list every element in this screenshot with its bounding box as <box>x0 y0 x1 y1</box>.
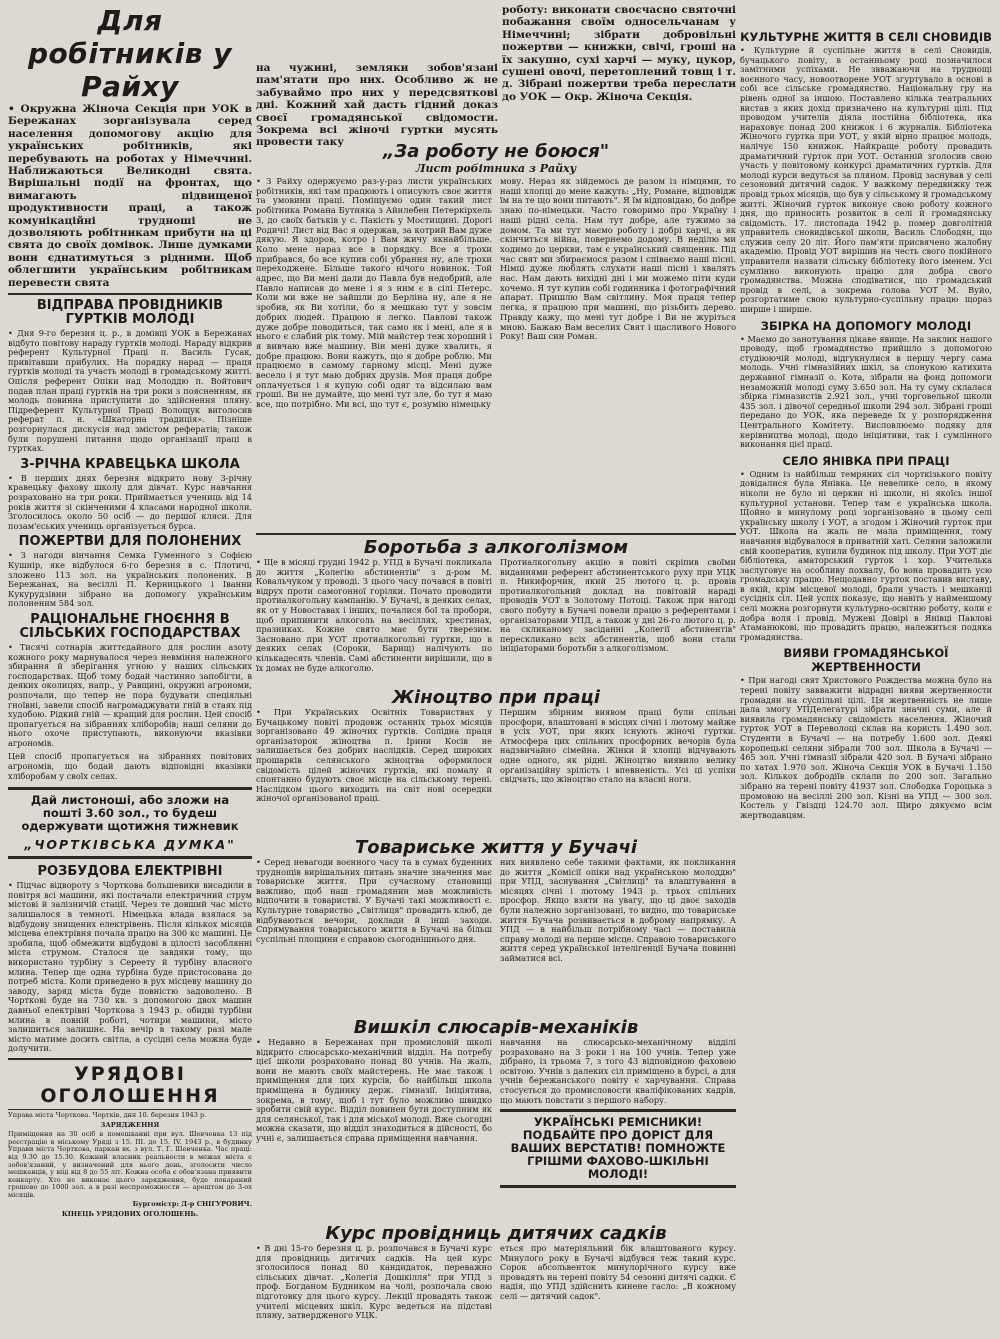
mechanics-article <box>256 1018 736 1188</box>
letter-article <box>256 142 736 414</box>
main-article-intro: • Окружна Жіноча Секція при УОК в Бережанах зорганізувала серед населення допомогову акцію для українських робітників, які перебувають на роботах у Німеччині. Наближаються Великодні свята. Вирішальні події на фронтах, що вимагають підвищеної продуктивности праці, а також комунікаційні трудноші не дозволяють робітникам прибути на ці свята до своїх домівок. Лише думками вони єднатимуться з рідними. Щоб облегшити українським робітникам перевести свята <box>8 103 252 289</box>
article-title: ВИЯВИ ГРОМАДЯНСЬКОЇ ЖЕРТВЕННОСТИ <box>783 646 949 675</box>
article-body: • Підчас відвороту з Чорткова большевики висадили в повітря всі машини, які постачали електричний струм містові й залізничій стації. Через те довший час місто залишалося в темноті. Німецька влада взялася за відбудову знищених електрівень. Після кількох місяців місцева електрівня почала працю на 300 кс машині. Це зробила, щоб обмежити відбудові в цілості засоблянні міста струмом. Сталося це завдяки тому, що використано турбіну з Сереету й турбіну власного млина. Тепер ще одна турбіна буде пристосована до потреб міста. Коли приведено в рух місцеву машину до заводу, заряд міста буде повністю задоволено. В Чорткові буде на 730 кв. з допомогою двох машин давньої електрівні Чорткова з 1943 р. обидві турбіни млина в повній роботі, чотири машини, місто залишиться залишнє. На вечір в такому разі мале місто матиме досить світла, а сусідні села можна буде долучити. <box>8 880 252 1054</box>
article-title: 3-РІЧНА КРАВЕЦЬКА ШКОЛА <box>20 456 240 472</box>
official-notices-title: УРЯДОВІ ОГОЛОШЕННЯ <box>40 1062 220 1107</box>
craftsmen-appeal: УКРАЇНСЬКІ РЕМІСНИКИ! ПОДБАЙТЕ ПРО ДОРІСТ ДЛЯ ВАШИХ ВЕРСТАТІВ! ПОМНОЖТЕ ГРІШМИ ФАХОВО-ШКІЛЬНІ МОЛОДІ! <box>500 1109 736 1188</box>
article-title: КУЛЬТУРНЕ ЖИТТЯ В СЕЛІ СНОВИДІВ <box>740 30 992 44</box>
divider <box>256 533 736 535</box>
official-meta: Управа міста Чорткова. Чортків, дня 10. березня 1943 р. <box>8 1110 207 1119</box>
divider <box>8 1058 252 1060</box>
official-body: Приміщення на 30 осіб в помешканні при вул. Шевченка 13 під реєстрацію в міському Уряді з 15. III. до 15. IV. 1943 р., в будинку Управи міста Чорткова, паркан вх. з вул. Т. Г. Шевченка. Час праці: від 9.30 до 15.30. Кожний власник реальности в межах міста є зобов'язаний, у визначений для нього день, зголосити число мешканців, у віці від 8 до 55 літ. Кожна особа є обов'язана приявити кенкарту. Хто не виконає цього зарядження, буде покараний грошово до 1000 зол. а в разі неспроможности — арештом до 3-ох місяців. <box>8 1130 252 1199</box>
article-body: Протиалкогольну акцію в повіті скріпив своїми виданнями референт абстинентського руху при УЦК п. Никифорчин, який 25 лютого ц. р. провів протиалкогольний доклад на повітовій нараді проводів УОТ в Золотому Потоці. Також при нагоді свого побуту в Бучачі повели працю з референтами і організаторами УПД, а також у дні 26-го лютого ц. р. на скликаному засіданні „Колегії абстинентів" перескликано всіх абстинентів, щоб вони стали ініціаторами боротьби з алкоголізмом. <box>500 557 736 654</box>
article-title: Боротьба з алкоголізмом <box>363 537 629 558</box>
article-title: Вишкіл слюсарів-механіків <box>353 1017 639 1038</box>
official-notices <box>8 1058 252 1219</box>
subscription-text: Дай листоноші, або зложи на пошті 3.60 зол., то будеш одержувати щотижня тижневик <box>21 793 239 834</box>
main-article-title: Для робітників у Райху <box>28 4 232 103</box>
article-body: еться про матеріяльний бік влаштованого курсу. Минулого року в Бучачі відбувся теж такий курс. Сорок абсольвенток минулорічного курсу вже провадять на терені повіту 54 сезонні дитячі садки. Є надія, що УПД здійснить кинене гасло: „В кожному селі — дитячий садок". <box>500 1243 736 1301</box>
article-body: • Культурне й суспільне життя в селі Сновидів, бучацького повіту, в останньому році позначилося замітними успіхами. Не звважаючи на труднощі воєнного часу, новоотворене УОТ згуртувало в основі в собі все сільське громадянство. Національну гру на рівень одної за іншою. Поставлено кілька театральних вистав з яких дохід призначено на культурні цілі. Під проводом учителів діяла постійна бібліотека, яка нараховує понад 200 книжок і 6 журналів. Бібліотека Жіночого гуртка при УОТ, у якій вірно працює молодь, налічує 150 книжок. Найкраще роботу провадить драматичний гурток при УОТ. Останній зголосив свою участь у повітовому конкурсі драматичних гуртків. Для молоді курси ведуться за пляном. Провід заснував у селі сезоновий дитячий садок. У важкому передвижку теж провід трьох місяців, що був у сільському й громадському житті. Жіночий гурток виконує свою роботу кожного дня, що приносить розвиток в селі й громадянську свідомість. 17. листопада 1942 р. помер довголітній управитель сновидівської школи, Василь Слободян, що служив селу 20 літ. Його пам'яти присвячено жалобну академію. Провід УОТ вирішив на честь свого покійного управителя назвати сільську бібліотеку його іменем. Усі сумлінно виконують працю для добра свого громадянства. Можна сподіватися, що громадський провід в селі, а зокрема голова УОТ М. Вуйо, розгортатиме свою культурно-суспільну працю щораз ширше і ширше. <box>740 45 992 315</box>
article-title: СЕЛО ЯНІВКА ПРИ ПРАЦІ <box>782 453 950 468</box>
article-title: ЗБІРКА НА ДОПОМОГУ МОЛОДІ <box>760 318 972 333</box>
official-end: КІНЕЦЬ УРЯДОВИХ ОГОЛОШЕНЬ. <box>61 1210 199 1219</box>
article-body: • При нагоді свят Христового Рождества можна було на терені повіту завважити відрадні вияви жертвенности громадян на суспільні цілі. Ця жертвенність не лише дала змогу УПДелегатурі зібрати значні суми, але й виявила громадянську свідомість населення. Жіночий гурток УОТ в Переволоці склав на користь 1.490 зол. Студенти в Бучачі — на потребу 1.600 зол. Деякі коропецькі селяни зібрали 700 зол. Школа в Бучачі — 465 зол. Учні гімназії зібрали 420 зол. В Бучачі зібрано по хатах 1.970 зол. Жіноча Секція УОК в Бучачі 1.150 зол. Кількох добродіїв склали по 200 зол. Загально зібрано на терені повіту 41937 зол. Слободка Гороцька з промовою на весіллі 200 зол. Кізні на УПД — 300 зол. Костель у Гвіздці 124.70 зол. Щиро дякуємо всім жертводавцям. <box>740 675 992 820</box>
article-body: • Дня 9-го березня ц. р., в домівці УОК в Бережанах відбуто повітову нараду гуртків молоді. Нараду відкрив референт Культурної Праці п. Василь Гусак, привітавши прибулих. На порядку нарад — праця гуртків молоді та участь молоді в громадському житті. Опісля референт Опіки над Молоддю п. Войтович подав план праці гуртків на три роки з поясненням, як молодь повинна приступити до здійснення пляну. Підреферент Культурної Праці Волощук виголосив реферат п. н. «Шкаторна традиція». Пізніше розгорнулася дискусія над змістом рефератів; також були порушені питання щодо організації праці в гуртках. <box>8 328 252 454</box>
kindergarten-article <box>256 1224 736 1325</box>
article-body: • З нагоди вінчання Семка Гуменного з Софією Кушнір, яке відбулося 6-го березня в с. Плотичі, зложено 113 зол. на українських полонених. В Бережанах, на весіллі П. Керницького і Іванни Кукурудзівни зібрано на допомогу українським полоненим 584 зол. <box>8 550 252 609</box>
official-subtitle: ЗАРЯДЖЕННЯ <box>100 1120 160 1129</box>
article-body: • В дні 15-го березня ц. р. розпочався в Бучачі курс для провідниць дитячих садків. На цей курс зголосилося понад 80 кандидаток, переважно сільських дівчат. „Колегія Дошкілля" при УПД з проф. Богданом Будником на чолі, розпочала свою підготовку для цього курсу. Лекції провадять також учителі місцевих шкіл. Курс ведеться на підставі пляну, затвердженого УЦК. <box>256 1243 492 1321</box>
article-body: них виявлено себе такими фактами, як покликання до життя „Комісії опіки над українською молоддю" при УПД, заснування „Світлиці" та влаштування в місяцях січні і лютому 1943 р. трьох спільних просфор. Якщо взяти на увагу, що ці двоє заходів були належно зорганізовані, то видно, що товариське життя Бучача розвивається в доброму напрямку. А УПД — в найбільш потрібному часі — поставила справу молоді на перше місце. Справою товариського життя серед української інтелігенції Бучача повинні займатися всі. <box>500 857 736 963</box>
divider <box>8 293 252 295</box>
article-subtitle: Лист робітника з Райху <box>415 162 577 175</box>
main-article-continuation: на чужині, земляки зобов'язані пам'ятати про них. Особливо ж не забуваймо про них у передсвяткові дні. Кожний хай дасть гідний доказ своєї громадянської свідомости. Зокрема всі жіночі гуртки мусять провести таку <box>256 62 498 149</box>
article-title: „За роботу не боюся" <box>382 141 610 162</box>
article-title: РАЦІОНАЛЬНЕ ГНОЄННЯ В СІЛЬСЬКИХ ГОСПОДАРСТВАХ <box>19 611 241 641</box>
article-body: • Тисячі сотнарів життєдайного для рослин азоту кожного року марнувалося через невміння належного збирання й зберігання угною у наших сільських господарствах. Щоб тому бодай частинно запобігти, в деяких околицях, напр., у Равщині, окружні агрономи, розпочали, що тепер не пора будувати спеціяльні гноївні, завели спосіб нагромаджувати гній в стаях під худобою. Рідкий гній — кращий для рослин. Цей спосіб пропагується на зібраннях хліборобів; наші селяни до нього охоче приступають, виконуючи вказівки агрономів. <box>8 641 252 748</box>
column-2-top <box>256 62 498 153</box>
article-body: • Маємо до занотування цікаве явище. На заклик нашого проводу, щоб громадянство прийшло з допомогою студіюючій молоді, відгукнулися в першу чергу сама молодь. Учні гімназійних шкіл, за спонукою катихита державної гімназії о. Кота, зібрали на фонд допомоги незаможній молоді суму 3.650 зол. На ту суму склалася збірка гімназистів 2.921 зол., учні торговельної школи 435 зол. і дівочої середньої школи 294 зол. Зібрані гроші передано до УОК, яка переведе їх у розпорядження Центрального Комітету. Висловлюємо подяку для керівництва молоді, щодо ініціятиви, так і сумлінного виконання цієї праці. <box>740 333 992 450</box>
social-life-article <box>256 838 736 968</box>
article-body: • В перших днях березня відкрито нову 3-річну кравецьку фахову школу для дівчат. Курс навчання розраховано на три роки. Приймається учениць від 14 років життя зі скінченими 4 класами народної школи. Зголосилось около 50 осіб — до першої кляси. Для позам'єських учениць організується бурса. <box>8 472 252 531</box>
article-title: Жіноцтво при праці <box>392 687 600 708</box>
article-body: Першим збірним виявом праці були спільні просфори, влаштовані в місцях січні і лютому майже в усіх УОТ, при яких існують жіночі гуртки. Атмосфера цих спільних просфорних вечорів була надзвичайно сімейна. Жінки й хлопці відчувають одне одного, як рідні. Жіноцтво виявило велику організаційну зрілість і впевненість. Усі ці успіхи свідчать, що жіноцтво стало на власні ноги. <box>500 707 736 785</box>
article-title: Товариське життя у Бучачі <box>354 837 638 858</box>
divider <box>8 1109 252 1110</box>
article-body: • Одним із найбільш темряних сіл чорткізького повіту довідалися була Янівка. Це невелике село, в якому ніколи не було ні церкви ні школи, ні якоїсь іншої культурної установи. Тепер там є українська школа. Щойно в минулому році зорганізовано в цьому селі українську школу і УОТ, а згодом і Жіночий гурток при УОТ. Школа на жаль не мала приміщення, тому навчання відбувалося в приватній хаті. Селяни заложили свій кооператив, купили будинок під школу. При УОТ діє бібліотека, аматорський гурток і хор. Учителька заслуговує на особливу похвалу, бо вона провадить усю громадську працю. Нещодавно гурток поставив виставу, в якій, крім місцевої молоді, брали участь і мешканці сусідніх сіл. Цей успіх показує, що навіть у найменшому селі можна розгорнути культурно-освітню роботу, коли є добра воля і провід. Мужеві Довірі в Янівці Павлові Атаманюкові, що провадить працю, належиться подяка громадянства. <box>740 468 992 642</box>
gazette-name: „ЧОРТКІВСЬКА ДУМКА" <box>24 837 236 853</box>
article-body: Цей спосіб пропагується на зібраннях повітових агрономів, що бодай дають відповідні вказівки хліборобам у своїх селах. <box>8 751 252 781</box>
article-body: • Недавно в Бережанах при промисловій школі відкрито слюсарсько-механічний відділ. На потребу цієї школи розраховано понад 80 учнів. На жаль, вони не мають своїх майстерень. Не має також і приміщення для цих курсів, бо найбільш школа приміщена в будинку держ. гімназії. Ініціятива, зокрема, в тому, щоб і тут було можливо швидко зробити свій курс. Відділ повинен бути доступним як для селянської, так і для міської молоді. Вже сьогодні можна сказати, що відділ знаходиться в дійсності, бо учні є, залишається справа приміщення навчання. <box>256 1037 492 1143</box>
main-article-ending: роботу: виконати своєчасно святочні побажання своїм односельчанам у Німеччині; зібрати добровільні пожертви — книжки, свічі, гроші на їх закупно, сухі харчі — муку, цукор, сушені овочі, перетоплений товщ і т. д. Зібрані пожертви треба переслати до УОК — Окр. Жіноча Секція. <box>502 4 736 103</box>
article-body: мову. Нераз як зійдемось де разом із німцями, то наші хлопці до мене кажуть: „Ну, Романе, відповідж їм на те що вони питають". Я їм відповідаю, бо добре знаю по-німецьки. Часто говоримо про Україну і наші рідні села. Нам тут добре, але тужимо за домом. Та ми тут маємо роботу і добрі харчі, а як скінчиться війна, повернемо додому. В неділю ми ходимо до церкви, там є український священик. Під час свят ми збираємося разом і співаємо наші пісні. Німці дуже люблять слухати наші пісні і хвалять нас. Нам дають вихідні дні і ми можемо піти куди хочемо. Я тут купив собі годинника і фотографічний апарат. Пришлю Вам світлину. Моя праця тепер легка, я працюю при машині, що різьбить дерево. Правду кажу, що мені тут добре і Ви не журіться мною. Бажаю Вам веселих Свят і щасливого Нового Року! Ваш син Роман. <box>500 176 736 342</box>
article-body: • Серед невагоди воєнного часу та в сумах буденних труднощів вирішальних питань значне значення має товариське життя. При сучасному становищі важливо, щоб наш громадянин мав можливість відпочити в товаристві. У Бучачі такі можливості є. Культурне товариство „Світлиця" провадить клюб, де відбуваються вечори, доклади й інші заходи. Спрямування товариського життя в Бучачі на більш суспільні площини є справою сьогоднішнього дня. <box>256 857 492 944</box>
subscription-box <box>8 787 252 859</box>
article-body: • З Райху одержуємо раз-у-раз листи українських робітників, які там працюють і описують своє життя та умовини праці. Поміщуємо один такий лист робітника Романа Бутняка з Айнлебен Петеркірхель 3, до своїх батьків у с. Пакість у Мостищині. Дорогі Родичі! Лист від Вас я одержав, за котрий Вам дуже дякую. Я здоров, котро і Вам жичу якнайбільше. Коло мене нараз все в порядку. Все я трохи прибрався, бо все купив собі убрання ну, але трохи переходжене. Більше такого нічого новинок. Той адрес, що Ви мені дали до Павла був недобрий, але Павло написав до мене і я з ним є в сілі Петерс. Коли ми вже не зайшли до Берліна ну, але я не зробив, як Ви хотіли, бо я мешкаю тут у зовсім добрих людей. Працюю я легко. Павлові також дуже добре поводиться, так само як і мені, але я в нього є слабий рік тому. Мій майстер теж хороший і я вивчаю вже машину. Він мені дуже хвалить, я добре працюю. Вони кажуть, що я добре роблю. Ми працюємо в самому гарному місці. Мені дуже весело і я тут маю добрих друзів. Моя праця добре оплачується і я купую собі одяг та відсилаю вам гроші. Ви не думайте, що мені тут зле, бо тут я маю все, що потрібно. Ми всі, що тут є, розумію німецьку <box>256 176 492 410</box>
column-3-top <box>502 4 736 107</box>
official-signature: Бургомістр: Д-р СНІГУРОВИЧ. <box>132 1200 252 1209</box>
article-title: ВІДПРАВА ПРОВІДНИКІВ ГУРТКІВ МОЛОДІ <box>36 298 224 328</box>
column-1 <box>8 4 252 1221</box>
alcohol-article <box>256 530 736 677</box>
article-body: навчання на слюсарсько-механічному відділі розраховано на 3 роки і на 100 учнів. Тепер уже дібрано, із трьома 7, з того 43 відповідною фаховою освітою. Учнів з далеких сіл приміщено в бурсі, а для учнів бережанського повіту є харчування. Справа стосується до промисловости кваліфікованих кадрів, що мають повстати з першого набору. <box>500 1037 736 1105</box>
article-title: Курс провідниць дитячих садків <box>325 1223 667 1244</box>
women-article <box>256 688 736 808</box>
article-title: ПОЖЕРТВИ ДЛЯ ПОЛОНЕНИХ <box>18 534 242 550</box>
article-body: • При Українських Освітніх Товариствах у Бучацькому повіті продовж останніх трьох місяців зорганізовано 49 жіночих гуртків. Солідна праця організаторок жіноцтва п. Ірини Косів не залишається без добрих наслідків. Серед широких прошарків селянського жіноцтва оформилося свідомість цілей жіночих гуртків, які помалу й спонтанно будують своє місце на сільському терені. Наслідком цього виходить на світ нові осередки жіночої організованої праці. <box>256 707 492 804</box>
article-title: РОЗБУДОВА ЕЛЕКТРІВНІ <box>37 864 223 880</box>
column-4 <box>740 26 992 824</box>
article-body: • Ще в місяці грудні 1942 р. УПД в Бучачі покликала до життя „Колегію абстинентів" з д-ром М. Ковальчуком у проводі. З цього часу почався в повіті відрух проти самогонної горілки. Почато проводити протиалкогольну кампанію. У Бучачі, в деяких селах, як от у Новоставах і інших, почалися бої та пробори, щоб припинити алкоголь на весіллях, хрестинах, празниках. Кожне свято має бути тверезим. Засновано при УОТ протиалкогольні гуртки, що в деяких селах (Сороки, Барищ) налічують по кількадесять членів. Самі абстиненти вирішили, що в їх домах не буде алкоголю. <box>256 557 492 673</box>
